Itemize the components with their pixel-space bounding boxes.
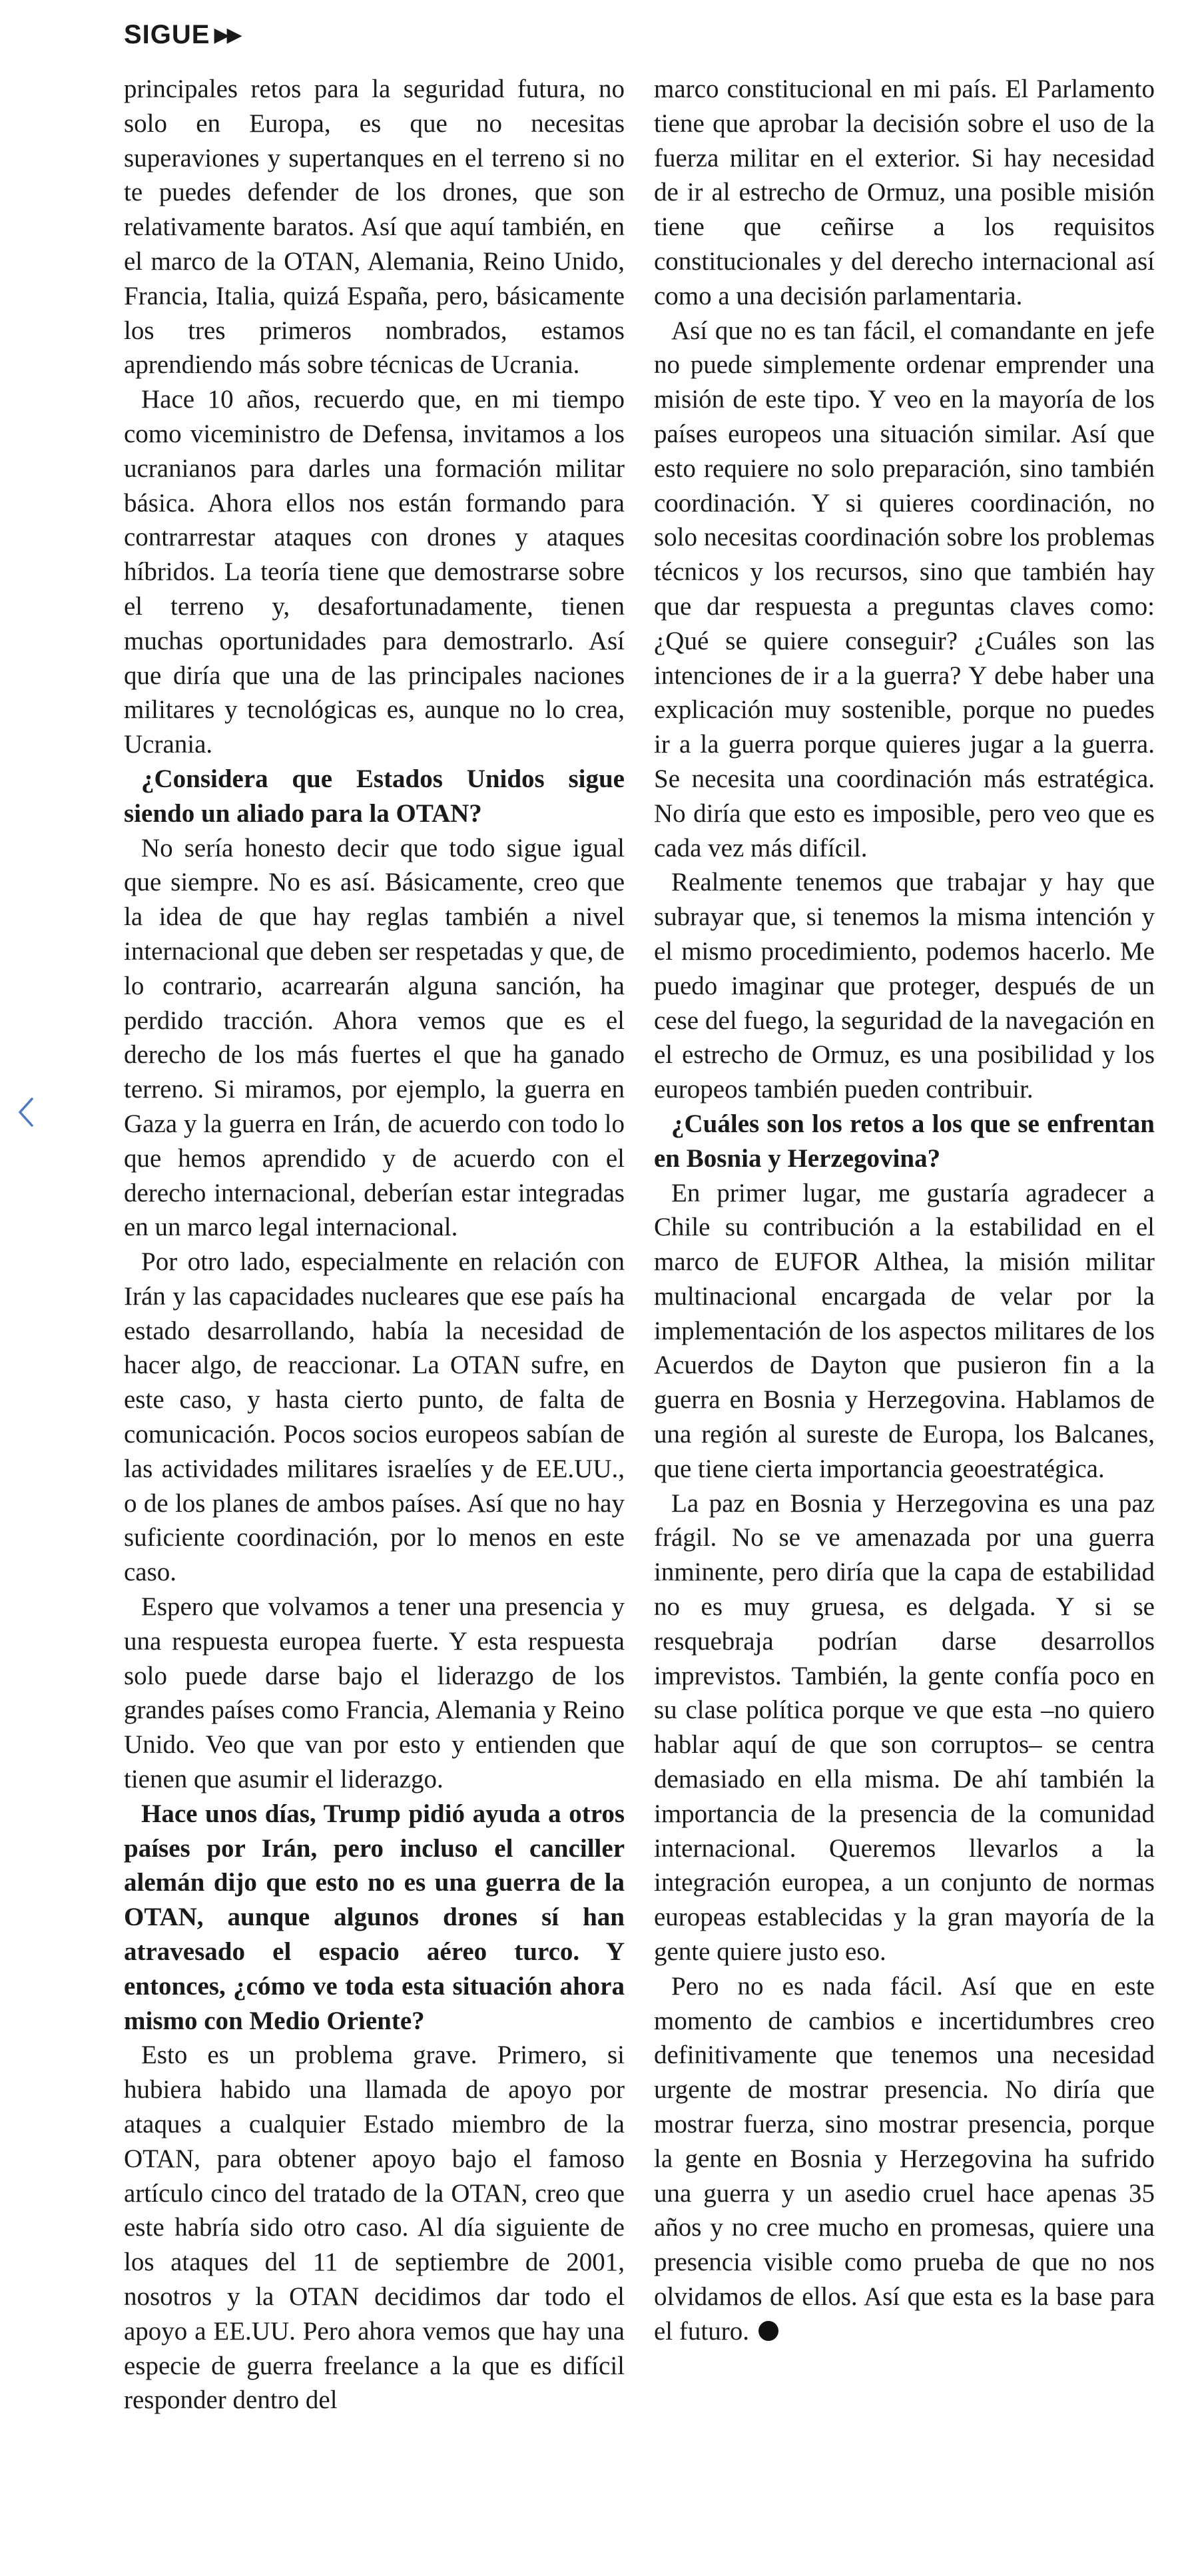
- double-arrow-icon: ▶▶: [214, 24, 240, 46]
- paragraph-text: Esto es un problema grave. Primero, si hubiera habido una llamada de apoyo por ataques a cualquier Estado miembro de la OTAN, para obtener apoyo bajo el famoso artículo cinco del tratado de la OTAN, creo que este habría sido otro caso. Al día siguiente de los ataques del 11 de septiembre de 2001, nosotros y la OTAN decidimos dar todo el apoyo a EE.UU. Pero ahora vemos que hay una especie de guerra freelance a la que es difícil responder dentro del: [124, 2041, 625, 2415]
- paragraph-text: Hace 10 años, recuerdo que, en mi tiempo como viceministro de Defensa, invitamos a los ucranianos para darles una formación militar básica. Ahora ellos nos están formando para contrarrestar ataques con drones y ataques híbridos. La teoría tiene que demostrarse sobre el terreno y, desafortunadamente, tienen muchas oportunidades para demostrarlo. Así que diría que una de las principales naciones militares y tecnológicas es, aunque no lo crea, Ucrania.: [124, 385, 625, 759]
- article-paragraph: [124, 382, 625, 762]
- interview-question: [654, 1107, 1155, 1176]
- paragraph-text: En primer lugar, me gustaría agradecer a Chile su contribución a la estabilidad en el marco de EUFOR Althea, la misión militar multinacional encargada de velar por la implementación de los aspectos militares de los Acuerdos de Dayton que pusieron fin a la guerra en Bosnia y Herzegovina. Hablamos de una región al sureste de Europa, los Balcanes, que tiene cierta importancia geoestratégica.: [654, 1178, 1155, 1483]
- article-paragraph: [124, 72, 625, 382]
- paragraph-text: No sería honesto decir que todo sigue igual que siempre. No es así. Básicamente, creo que la idea de que hay reglas también a nivel internacional que deben ser respetadas y que, de lo contrario, acarrearán alguna sanción, ha perdido tracción. Ahora vemos que es el derecho de los más fuertes el que ha ganado terreno. Si miramos, por ejemplo, la guerra en Gaza y la guerra en Irán, de acuerdo con todo lo que hemos aprendido y de acuerdo con el derecho internacional, deberían estar integradas en un marco legal internacional.: [124, 833, 625, 1242]
- question-text: Hace unos días, Trump pidió ayuda a otros países por Irán, pero incluso el canciller alemán dijo que esto no es una guerra de la OTAN, aunque algunos drones sí han atravesado el espacio aéreo turco. Y entonces, ¿cómo ve toda esta situación ahora mismo con Medio Oriente?: [124, 1799, 625, 2035]
- interview-question: [124, 1797, 625, 2039]
- chevron-left-icon[interactable]: [12, 1092, 39, 1132]
- article-paragraph: [124, 1590, 625, 1797]
- paragraph-text: marco constitucional en mi país. El Parlamento tiene que aprobar la decisión sobre el uso de la fuerza militar en el exterior. Si hay necesidad de ir al estrecho de Ormuz, una posible misión tiene que ceñirse a los requisitos constitucionales y del derecho internacional así como a una decisión parlamentaria.: [654, 75, 1155, 310]
- header-label: SIGUE: [124, 20, 210, 49]
- article-paragraph: [654, 1176, 1155, 1486]
- interview-question: [124, 762, 625, 831]
- paragraph-text: Realmente tenemos que trabajar y hay que subrayar que, si tenemos la misma intención y el mismo procedimiento, podemos hacerlo. Me puedo imaginar que proteger, después de un cese del fuego, la seguridad de la navegación en el estrecho de Ormuz, es una posibilidad y los europeos también pueden contribuir.: [654, 868, 1155, 1104]
- article-paragraph: [654, 865, 1155, 1107]
- paragraph-text: La paz en Bosnia y Herzegovina es una paz frágil. No se ve amenazada por una guerra inminente, pero diría que la capa de estabilidad no es muy gruesa, es delgada. Y si se resquebraja podrían darse desarrollos imprevistos. También, la gente confía poco en su clase política porque ve que esta –no quiero hablar aquí de que son corruptos– se centra demasiado en ella misma. De ahí también la importancia de la presencia de la comunidad internacional. Queremos llevarlos a la integración europea, a un conjunto de normas europeas establecidas y la gran mayoría de la gente quiere justo eso.: [654, 1488, 1155, 1967]
- article-column-left: [124, 72, 625, 2417]
- article-paragraph: [654, 314, 1155, 866]
- article-paragraph: [654, 72, 1155, 314]
- article-paragraph: [124, 1245, 625, 1590]
- question-text: ¿Considera que Estados Unidos sigue siendo un aliado para la OTAN?: [124, 764, 625, 828]
- question-text: ¿Cuáles son los retos a los que se enfrentan en Bosnia y Herzegovina?: [654, 1109, 1155, 1173]
- article-column-right: [654, 72, 1155, 2349]
- article-paragraph: [124, 2038, 625, 2417]
- paragraph-text: principales retos para la seguridad futura, no solo en Europa, es que no necesitas superaviones y supertanques en el terreno si no te puedes defender de los drones, que son relativamente baratos. Así que aquí también, en el marco de la OTAN, Alemania, Reino Unido, Francia, Italia, quizá España, pero, básicamente los tres primeros nombrados, estamos aprendiendo más sobre técnicas de Ucrania.: [124, 75, 625, 380]
- article-paragraph: [654, 1969, 1155, 2349]
- article-paragraph: [124, 831, 625, 1245]
- article-paragraph: [654, 1486, 1155, 1969]
- continue-header: [124, 20, 240, 50]
- paragraph-text: Por otro lado, especialmente en relación con Irán y las capacidades nucleares que ese país ha estado desarrollando, había la necesidad de hacer algo, de reaccionar. La OTAN sufre, en este caso, y hasta cierto punto, de falta de comunicación. Pocos socios europeos sabían de las actividades militares israelíes y de EE.UU., o de los planes de ambos países. Así que no hay suficiente coordinación, por lo menos en este caso.: [124, 1247, 625, 1587]
- paragraph-text: Espero que volvamos a tener una presencia y una respuesta europea fuerte. Y esta respuesta solo puede darse bajo el liderazgo de los grandes países como Francia, Alemania y Reino Unido. Veo que van por esto y entienden que tienen que asumir el liderazgo.: [124, 1592, 625, 1794]
- paragraph-text: Pero no es nada fácil. Así que en este momento de cambios e incertidumbres creo definitivamente que tenemos una necesidad urgente de mostrar presencia. No diría que mostrar fuerza, sino mostrar presencia, porque la gente en Bosnia y Herzegovina ha sufrido una guerra y un asedio cruel hace apenas 35 años y no cree mucho en promesas, quiere una presencia visible como prueba de que no nos olvidamos de ellos. Así que esta es la base para el futuro.: [654, 1971, 1155, 2346]
- end-of-article-dot-icon: [758, 2321, 778, 2341]
- paragraph-text: Así que no es tan fácil, el comandante en jefe no puede simplemente ordenar emprender una misión de este tipo. Y veo en la mayoría de los países europeos una situación similar. Así que esto requiere no solo preparación, sino también coordinación. Y si quieres coordinación, no solo necesitas coordinación sobre los problemas técnicos y los recursos, sino que también hay que dar respuesta a preguntas claves como: ¿Qué se quiere conseguir? ¿Cuáles son las intenciones de ir a la guerra? Y debe haber una explicación muy sostenible, porque no puedes ir a la guerra porque quieres jugar a la guerra. Se necesita una coordinación más estratégica. No diría que esto es imposible, pero veo que es cada vez más difícil.: [654, 316, 1155, 862]
